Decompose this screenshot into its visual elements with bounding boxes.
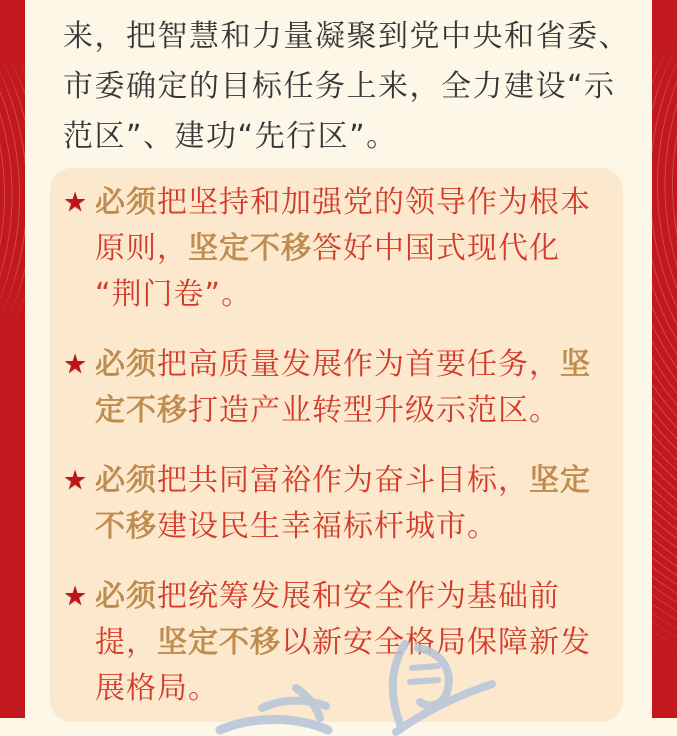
key-point-item <box>63 342 609 434</box>
body-text: 把共同富裕作为奋斗目标， <box>157 463 529 498</box>
star-icon: ★ <box>63 581 88 612</box>
body-text: 答好中国式现代化 <box>312 231 560 266</box>
key-point-item <box>63 458 609 550</box>
body-text: 把统筹发展和安全作为基础前 <box>157 579 560 614</box>
body-text: 原则， <box>95 231 188 266</box>
emphasis-text: 坚定不移 <box>157 625 281 660</box>
key-point-text <box>95 342 609 434</box>
star-icon: ★ <box>63 465 88 496</box>
emphasis-text: 必须 <box>95 185 157 220</box>
emphasis-text: 定不移 <box>95 393 188 428</box>
body-text: “荆门卷”。 <box>95 277 253 312</box>
body-text: 展格局。 <box>95 671 219 706</box>
key-point-line <box>95 342 609 388</box>
left-red-border <box>0 0 25 718</box>
intro-line: 市委确定的目标任务上来，全力建设“示 <box>63 69 616 104</box>
emphasis-text: 坚定不移 <box>188 231 312 266</box>
key-point-line <box>95 226 609 272</box>
body-text: 打造产业转型升级示范区。 <box>188 393 560 428</box>
emphasis-text: 坚定 <box>529 463 591 498</box>
key-point-line <box>95 504 609 550</box>
key-point-text <box>95 180 609 318</box>
body-text: 建设民生幸福标杆城市。 <box>157 509 498 544</box>
emphasis-text: 必须 <box>95 579 157 614</box>
key-point-line <box>95 574 609 620</box>
body-text: 提， <box>95 625 157 660</box>
body-text: 以新安全格局保障新发 <box>281 625 591 660</box>
key-point-line <box>95 180 609 226</box>
star-icon: ★ <box>63 349 88 380</box>
right-red-border <box>652 0 677 718</box>
star-icon: ★ <box>63 187 88 218</box>
emphasis-text: 必须 <box>95 347 157 382</box>
intro-line: 范区”、建功“先行区”。 <box>63 119 398 154</box>
emphasis-text: 不移 <box>95 509 157 544</box>
body-text: 把高质量发展作为首要任务， <box>157 347 560 382</box>
body-text: 把坚持和加强党的领导作为根本 <box>157 185 591 220</box>
key-point-item <box>63 180 609 318</box>
intro-paragraph <box>25 0 652 162</box>
key-point-line <box>95 272 609 318</box>
key-point-text <box>95 458 609 550</box>
emphasis-text: 必须 <box>95 463 157 498</box>
key-point-line <box>95 388 609 434</box>
emphasis-text: 坚 <box>560 347 591 382</box>
key-point-line <box>95 458 609 504</box>
page-content <box>25 0 652 718</box>
calligraphy-watermark-icon <box>200 636 500 736</box>
intro-line: 来，把智慧和力量凝聚到党中央和省委、 <box>63 19 630 54</box>
